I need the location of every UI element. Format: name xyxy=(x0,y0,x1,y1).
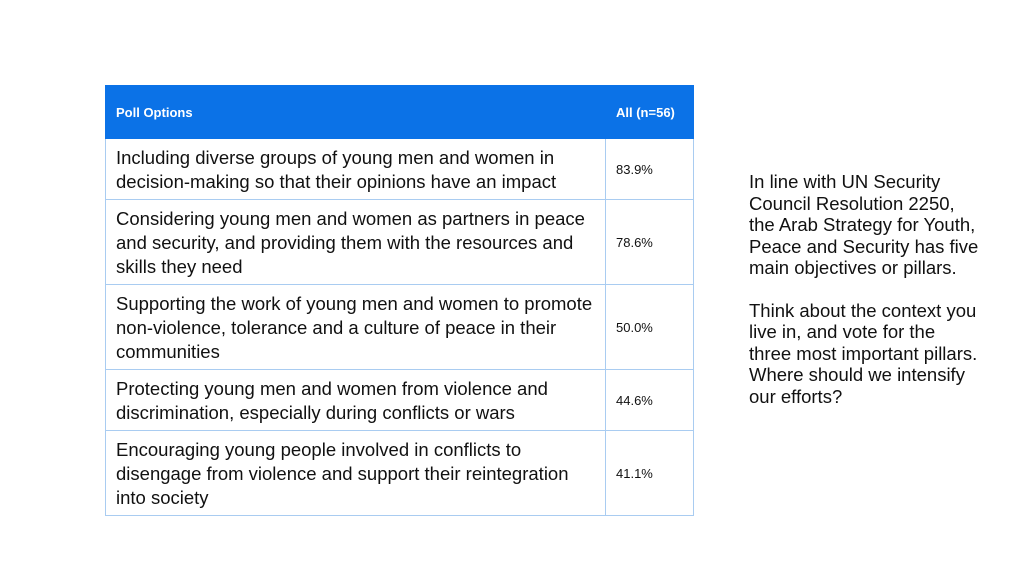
poll-percentage: 83.9% xyxy=(606,139,694,200)
poll-percentage: 78.6% xyxy=(606,200,694,285)
table-row xyxy=(106,431,694,516)
header-all-count: All (n=56) xyxy=(606,86,694,139)
table-row xyxy=(106,285,694,370)
instructions-text xyxy=(749,171,979,407)
poll-option: Considering young men and women as partners in peace and security, and providing them with the resources and skills they need xyxy=(106,200,606,285)
poll-option: Protecting young men and women from violence and discrimination, especially during conflicts or wars xyxy=(106,370,606,431)
table-row xyxy=(106,200,694,285)
header-poll-options: Poll Options xyxy=(106,86,606,139)
poll-results-table xyxy=(105,85,694,516)
poll-option: Supporting the work of young men and women to promote non-violence, tolerance and a culture of peace in their communities xyxy=(106,285,606,370)
context-paragraph: In line with UN Security Council Resolution 2250, the Arab Strategy for Youth, Peace and Security has five main objectives or pillars. xyxy=(749,171,979,278)
table-header-row xyxy=(106,86,694,139)
vote-prompt-paragraph: Think about the context you live in, and vote for the three most important pillars. Where should we intensify our efforts? xyxy=(749,299,978,407)
poll-percentage: 41.1% xyxy=(606,431,694,516)
poll-option: Including diverse groups of young men and women in decision-making so that their opinions have an impact xyxy=(106,139,606,200)
table-row xyxy=(106,139,694,200)
table-row xyxy=(106,370,694,431)
poll-percentage: 50.0% xyxy=(606,285,694,370)
poll-option: Encouraging young people involved in conflicts to disengage from violence and support their reintegration into society xyxy=(106,431,606,516)
poll-percentage: 44.6% xyxy=(606,370,694,431)
